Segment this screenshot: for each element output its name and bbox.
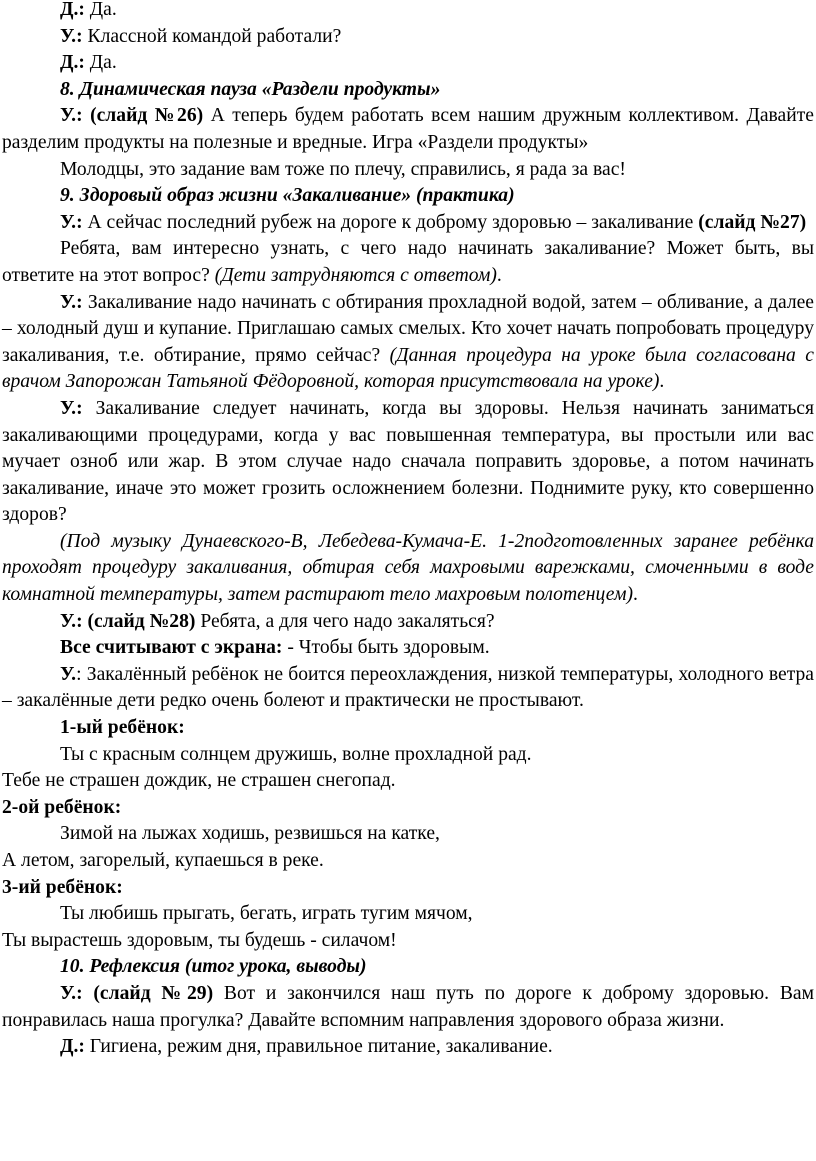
speaker-label: У.: (слайд №26): [60, 105, 204, 127]
speaker-label: У.:: [60, 397, 83, 419]
speaker-label: Д.:: [60, 52, 85, 74]
dialogue-line: [2, 1034, 814, 1061]
speaker-colon: :: [76, 663, 82, 685]
section-heading-10: 10. Рефлексия (итог урока, выводы): [60, 956, 367, 978]
section-heading-8: 8. Динамическая пауза «Раздели продукты»: [60, 78, 441, 100]
stage-note: (Под музыку Дунаевского-В, Лебедева-Кумача-Е. 1-2подготовленных заранее ребёнка проходят процедуру закаливания, обтирая себя махровыми варежками, смоченными в воде комнатной температуры, затем растирают тело махровым полотенцем): [2, 530, 814, 606]
child-label-3: 3-ий ребёнок:: [2, 876, 123, 898]
dialogue-line: [2, 290, 814, 396]
child-label-2: 2-ой ребёнок:: [2, 796, 122, 818]
verse-line: Ты вырастешь здоровым, ты будешь - силачом!: [2, 929, 397, 951]
dialogue-line: [2, 635, 814, 662]
speaker-label: Все считывают с экрана:: [60, 637, 283, 659]
paragraph: [2, 236, 814, 289]
speaker-label: У.:: [60, 211, 83, 233]
line-text: Закаливание надо начинать с обтирания прохладной водой, затем – обливание, а далее – холодный душ и купание. Приглашаю самых смелых. Кто хочет начать попробовать процедуру закаливания, т.е. обтирание, прямо сейчас?: [2, 291, 814, 366]
line-end: .: [659, 371, 665, 393]
line-text: Вот и закончился наш путь по дороге к доброму здоровью. Вам понравилась наша прогулка? Давайте вспомним направления здорового образа жизни.: [2, 982, 814, 1031]
speaker-label: У.:: [60, 291, 83, 313]
slide-reference: (слайд №27): [698, 211, 807, 233]
verse-line: Ты любишь прыгать, бегать, играть тугим мячом,: [60, 903, 473, 925]
dialogue-line: [2, 609, 814, 636]
line-end: .: [633, 584, 638, 606]
line-text: Ребята, а для чего надо закаляться?: [195, 610, 495, 632]
dialogue-line: [2, 0, 814, 24]
line-end: .: [496, 264, 502, 286]
dialogue-line: [2, 103, 814, 156]
line-text: Ребята, вам интересно узнать, с чего надо начинать закаливание? Может быть, вы ответите на этот вопрос?: [2, 238, 814, 286]
line-text: Классной командой работали?: [82, 25, 342, 47]
line-text: - Чтобы быть здоровым.: [282, 637, 490, 659]
stage-direction: [2, 529, 814, 609]
speaker-label: Д.:: [60, 1036, 85, 1058]
dialogue-line: [2, 210, 814, 237]
verse-line: Тебе не страшен дождик, не страшен снегопад.: [2, 770, 396, 792]
section-heading-9: 9. Здоровый образ жизни «Закаливание» (практика): [60, 185, 515, 207]
speaker-label: У.: [60, 663, 77, 685]
speaker-label: У.:: [60, 25, 83, 47]
stage-note: (Дети затрудняются с ответом): [214, 264, 497, 286]
line-text: А сейчас последний рубеж на дороге к доброму здоровью – закаливание: [82, 211, 699, 233]
line-text: А теперь будем работать всем нашим дружным коллективом. Давайте разделим продукты на полезные и вредные. Игра «Раздели продукты»: [2, 105, 814, 153]
line-text: Да.: [84, 0, 117, 20]
verse-line: Зимой на лыжах ходишь, резвишься на катке,: [60, 823, 440, 845]
speaker-label: Д.:: [60, 0, 85, 20]
dialogue-line: [2, 662, 814, 715]
line-text: Закалённый ребёнок не боится переохлаждения, низкой температуры, холодного ветра – закалённые дети редко очень болеют и практически не простывают.: [2, 663, 814, 712]
speaker-label: У.: (слайд №29): [60, 982, 214, 1004]
line-text: Гигиена, режим дня, правильное питание, закаливание.: [84, 1036, 553, 1058]
verse-line: Ты с красным солнцем дружишь, волне прохладной рад.: [60, 743, 532, 765]
line-text: Закаливание следует начинать, когда вы здоровы. Нельзя начинать заниматься закаливающими процедурами, когда у вас повышенная температура, вы простыли или вас мучает озноб или жар. В этом случае надо сначала поправить здоровье, а потом начинать закаливание, иначе это может грозить осложнением болезни. Поднимите руку, кто совершенно здоров?: [2, 397, 814, 526]
paragraph: Молодцы, это задание вам тоже по плечу, справились, я рада за вас!: [60, 158, 626, 180]
stage-note: (Данная процедура на уроке была согласована с врачом Запорожан Татьяной Фёдоровной, которая присутствовала на уроке): [2, 344, 814, 393]
speaker-label: У.: (слайд №28): [60, 610, 196, 632]
verse-line: А летом, загорелый, купаешься в реке.: [2, 850, 324, 871]
dialogue-line: [2, 981, 814, 1034]
dialogue-line: [2, 396, 814, 529]
line-text: Да.: [84, 52, 117, 74]
dialogue-line: [2, 24, 814, 51]
child-label-1: 1-ый ребёнок:: [60, 717, 185, 739]
dialogue-line: [2, 50, 814, 77]
